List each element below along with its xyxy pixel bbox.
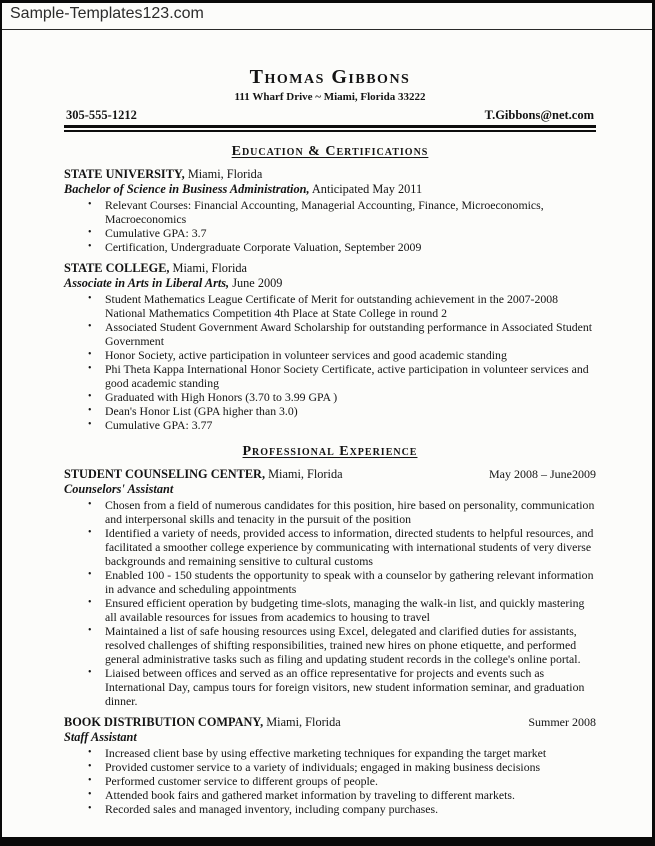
header-rule-thick — [64, 125, 596, 128]
company-name: BOOK DISTRIBUTION COMPANY, — [64, 715, 264, 729]
list-item — [64, 596, 596, 624]
bullet-icon: • — [88, 293, 92, 304]
email-address: T.Gibbons@net.com — [484, 108, 594, 122]
bullet-icon: • — [88, 391, 92, 402]
school-location: Miami, Florida — [169, 261, 248, 275]
list-item — [64, 292, 596, 320]
list-item — [64, 624, 596, 666]
bullet-text: Relevant Courses: Financial Accounting, Managerial Accounting, Finance, Microeconomics, Macroeconomics — [105, 198, 544, 226]
list-item — [64, 666, 596, 708]
bullet-text: Cumulative GPA: 3.77 — [105, 418, 213, 432]
bullet-text: Student Mathematics League Certificate of Merit for outstanding achievement in the 2007-2008 National Mathematics Competition 4th Place at State College in round 2 — [105, 292, 559, 320]
degree-detail: Anticipated May 2011 — [309, 182, 423, 196]
bullet-text: Provided customer service to a variety of individuals; engaged in making business decisions — [105, 760, 541, 774]
list-item — [64, 240, 596, 254]
bullet-icon: • — [88, 241, 92, 252]
list-item — [64, 568, 596, 596]
list-item — [64, 746, 596, 760]
bullet-icon: • — [88, 789, 92, 800]
list-item — [64, 226, 596, 240]
school-bullets — [64, 292, 596, 432]
bullet-text: Phi Theta Kappa International Honor Society Certificate, active participation in volunteer services and good academic standing — [105, 362, 589, 390]
bullet-text: Chosen from a field of numerous candidates for this position, hire based on personality, communication and interpersonal skills and tenacity in the pursuit of the position — [105, 498, 595, 526]
list-item — [64, 526, 596, 568]
bullet-text: Dean's Honor List (GPA higher than 3.0) — [105, 404, 298, 418]
bullet-icon: • — [88, 349, 92, 360]
watermark-text: Sample-Templates123.com — [10, 5, 204, 22]
person-name: Thomas Gibbons — [249, 66, 411, 88]
bullet-icon: • — [88, 363, 92, 374]
job-dates: May 2008 – June2009 — [489, 467, 596, 481]
school-header — [64, 167, 596, 182]
contact-row — [64, 108, 596, 125]
bullet-icon: • — [88, 747, 92, 758]
bullet-text: Performed customer service to different groups of people. — [105, 774, 378, 788]
bullet-icon: • — [88, 527, 92, 538]
job-dates: Summer 2008 — [528, 715, 596, 729]
bullet-text: Enabled 100 - 150 students the opportunity to speak with a counselor by gathering relevant information in advance and scheduling appointments — [105, 568, 594, 596]
bullet-icon: • — [88, 625, 92, 636]
list-item — [64, 362, 596, 390]
header-rule-thin — [64, 130, 596, 132]
bullet-text: Increased client base by using effective marketing techniques for expanding the target market — [105, 746, 547, 760]
job-title: Staff Assistant — [64, 730, 137, 744]
bullet-text: Associated Student Government Award Scholarship for outstanding performance in Associated Student Government — [105, 320, 593, 348]
bullet-icon: • — [88, 321, 92, 332]
bullet-text: Cumulative GPA: 3.7 — [105, 226, 207, 240]
list-item — [64, 788, 596, 802]
address-line: 111 Wharf Drive ~ Miami, Florida 33222 — [234, 91, 426, 103]
list-item — [64, 418, 596, 432]
list-item — [64, 390, 596, 404]
section-title-experience: Professional Experience — [242, 444, 418, 459]
degree-line — [64, 276, 596, 291]
company-name-line — [64, 467, 343, 482]
company-name-line — [64, 715, 341, 730]
bullet-icon: • — [88, 761, 92, 772]
bullet-text: Liaised between offices and served as an office representative for projects and events such as International Day, campus tours for foreign visitors, new student information seminar, and graduation dinner. — [105, 666, 585, 708]
list-item — [64, 348, 596, 362]
bullet-icon: • — [88, 667, 92, 678]
bullet-icon: • — [88, 775, 92, 786]
list-item — [64, 760, 596, 774]
list-item — [64, 198, 596, 226]
bullet-icon: • — [88, 419, 92, 430]
job-bullets — [64, 746, 596, 816]
bullet-text: Attended book fairs and gathered market information by traveling to different markets. — [105, 788, 515, 802]
bullet-text: Graduated with High Honors (3.70 to 3.99 GPA ) — [105, 390, 338, 404]
bullet-icon: • — [88, 597, 92, 608]
school-header — [64, 261, 596, 276]
bullet-icon: • — [88, 227, 92, 238]
bullet-icon: • — [88, 199, 92, 210]
list-item — [64, 320, 596, 348]
list-item — [64, 498, 596, 526]
list-item — [64, 802, 596, 816]
bullet-text: Certification, Undergraduate Corporate Valuation, September 2009 — [105, 240, 422, 254]
job-title: Counselors' Assistant — [64, 482, 174, 496]
resume-content — [2, 66, 652, 816]
school-name-line — [64, 167, 262, 182]
school-location: Miami, Florida — [184, 167, 263, 181]
bullet-icon: • — [88, 405, 92, 416]
bullet-icon: • — [88, 803, 92, 814]
degree-name: Associate in Arts in Liberal Arts, — [64, 276, 230, 290]
school-name-line — [64, 261, 247, 276]
degree-name: Bachelor of Science in Business Administration, — [64, 182, 310, 196]
list-item — [64, 404, 596, 418]
list-item — [64, 774, 596, 788]
school-name: STATE UNIVERSITY, — [64, 167, 185, 181]
degree-line — [64, 182, 596, 197]
phone-number: 305-555-1212 — [66, 108, 137, 122]
job-header — [64, 715, 596, 730]
section-title-education: Education & Certifications — [231, 144, 429, 159]
school-bullets — [64, 198, 596, 254]
bullet-text: Recorded sales and managed inventory, including company purchases. — [105, 802, 439, 816]
school-name: STATE COLLEGE, — [64, 261, 170, 275]
watermark-band — [2, 3, 652, 30]
bullet-text: Maintained a list of safe housing resources using Excel, delegated and clarified duties for assistants, resolved challenges of shifting responsibilities, trained new hires on phone etiquette, and performed general administrative tasks such as filing and updating student records in the college's online portal. — [105, 624, 581, 666]
company-location: Miami, Florida — [263, 715, 341, 729]
degree-detail: June 2009 — [229, 276, 283, 290]
bullet-icon: • — [88, 499, 92, 510]
job-bullets — [64, 498, 596, 708]
job-header — [64, 467, 596, 482]
bullet-text: Honor Society, active participation in volunteer services and good academic standing — [105, 348, 507, 362]
bullet-text: Ensured efficient operation by budgeting time-slots, managing the walk-in list, and quickly mastering all available resources for issues from academics to housing to travel — [105, 596, 585, 624]
company-name: STUDENT COUNSELING CENTER, — [64, 467, 266, 481]
bullet-text: Identified a variety of needs, provided access to information, directed students to helpful resources, and facilitated a smoother college experience by communicating with international students of very diverse backgrounds and remaining sensitive to cultural customs — [105, 526, 594, 568]
bullet-icon: • — [88, 569, 92, 580]
company-location: Miami, Florida — [265, 467, 343, 481]
